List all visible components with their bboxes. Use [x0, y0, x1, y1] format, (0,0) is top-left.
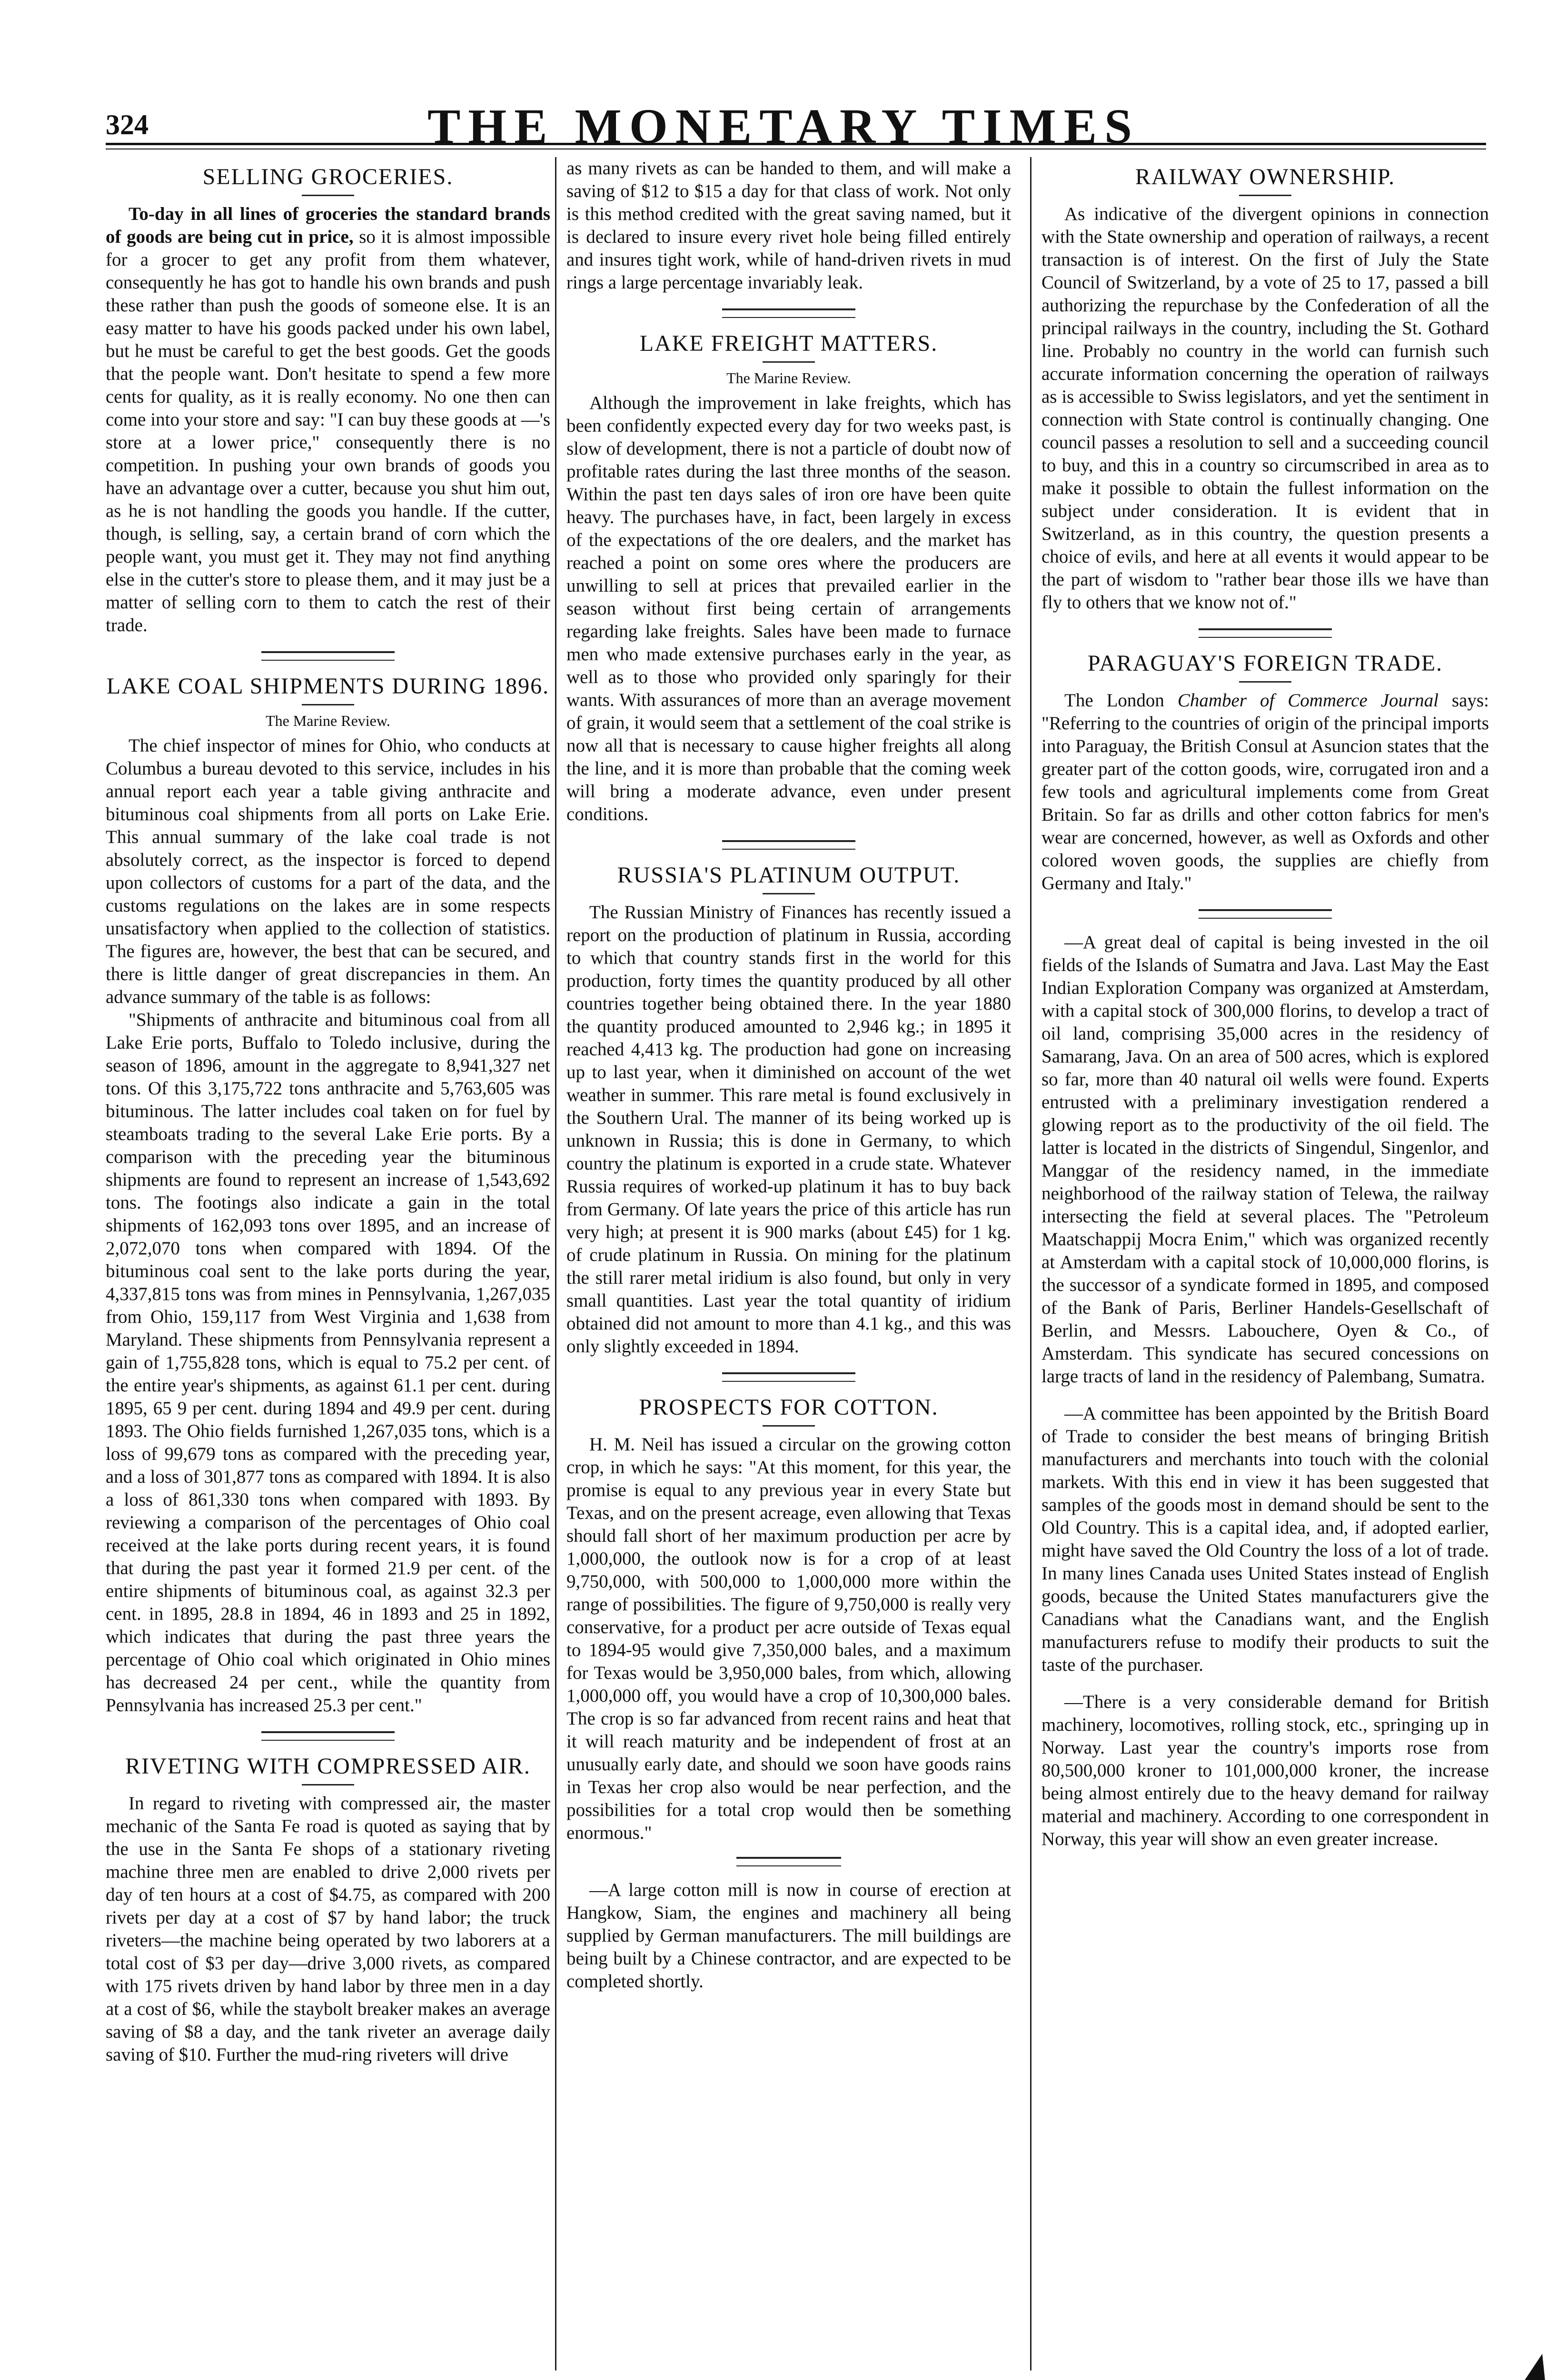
article-paraguay [1041, 650, 1489, 895]
article-body: H. M. Neil has issued a circular on the growing cotton crop, in which he says: "At this moment, for this year, the promise is equal to any previous year in every State but Texas, and on the present acreage, even allowing that Texas should fall short of her maximum production per acre by 1,000,000, the outlook now is for a crop of at least 9,750,000, with 500,000 to 1,000,000 more within the range of possibilities. The figure of 9,750,000 is really very conservative, for a product per acre outside of Texas equal to 1894-95 would give 7,350,000 bales, and a maximum for Texas would be 3,950,000 bales, from which, allowing 1,000,000 off, you would have a crop of 10,300,000 bales. The crop is so far advanced from recent rains and heat that it will reach maturity and be independent of frost at an unusually early date, and should we soon have goods rains in Texas her crop also would be near perfection, and the possibilities for a total crop would then be something enormous." [566, 1434, 1011, 1843]
article-source: The Marine Review. [266, 712, 390, 729]
article-separator [736, 1857, 841, 1866]
headline-rule [1239, 195, 1291, 196]
page-number: 324 [106, 109, 149, 140]
article-separator [1199, 628, 1332, 638]
headline-rule [1239, 681, 1291, 683]
headline-rule [302, 1784, 354, 1785]
headline-rule [302, 195, 354, 196]
news-note: —A large cotton mill is now in course of erection at Hangkow, Siam, the engines and machinery all being supplied by German manufacturers. The mill buildings are being built by a Chinese contractor, and are expected to be completed shortly. [566, 1880, 1011, 1992]
journal-name: Chamber of Commerce Journal [1177, 690, 1439, 711]
column-2 [566, 157, 1011, 2380]
headline-lake-coal: LAKE COAL SHIPMENTS DURING 1896. [106, 674, 550, 699]
article-source: The Marine Review. [726, 369, 851, 387]
news-note-java: —A great deal of capital is being invested in the oil fields of the Islands of Sumatra and Java. Last May the East Indian Exploration Company was organized at Amsterdam, with a capital stock of 300,000 florins, to develop a tract of oil land, comprising 35,000 acres in the residency of Samarang, Java. On an area of 500 acres, which is explored so far, more than 40 natural oil wells were found. Experts entrusted with a preliminary investigation rendered a glowing report as to the productivity of the oil field. The latter is located in the districts of Singendul, Singenlor, and Manggar of the residency named, in the immediate neighborhood of the railway station of Telewa, the railway intersecting the field at several places. The "Petroleum Maatschappij Mocra Enim," which was organized recently at Amsterdam with a capital stock of 10,000,000 florins, is the successor of a syndicate formed in 1895, and composed of the Bank of Paris, Berliner Handels-Gesellschaft of Berlin, and Messrs. Labouchere, Oyen & Co., of Amsterdam. This syndicate has secured concessions on large tracts of land in the residency of Palembang, Sumatra. [1041, 932, 1489, 1387]
column-divider-2 [1030, 157, 1031, 2370]
news-note-norway: —There is a very considerable demand for British machinery, locomotives, rolling stock, etc., springing up in Norway. Last year the country's imports rose from 80,500,000 kroner to 101,000,000 kroner, the increase being almost entirely due to the heavy demand for railway material and machinery. According to one correspondent in Norway, this year will show an even greater increase. [1041, 1692, 1489, 1849]
headline-selling-groceries: SELLING GROCERIES. [202, 164, 454, 189]
article-selling-groceries [106, 164, 550, 637]
headline-russia-platinum: RUSSIA'S PLATINUM OUTPUT. [617, 863, 961, 888]
article-cotton [566, 1394, 1011, 1993]
corner-mark-icon [1509, 2351, 1552, 2380]
headline-railway: RAILWAY OWNERSHIP. [1135, 164, 1396, 189]
body-text: so it is almost impossible for a grocer to get any profit from them whatever, consequently he has got to handle his own brands and push these rather than push the goods of someone else. It is an easy matter to have his goods packed under his own label, but he must be careful to get the best goods. Get the goods that the people want. Don't hesitate to spend a few more cents for quality, as it is really economy. No one then can come into your store and say: "I can buy these goods at —'s store at a lower price," consequently there is no competition. In pushing your own brands of goods you have an advantage over a cutter, because you shut him out, as he is not handling the goods you handle. If the cutter, though, is selling, say, a certain brand of corn which the people want, you must get it. They may not find anything else in the cutter's store to please them, and it may just be a matter of selling corn to them to catch the rest of their trade. [106, 227, 550, 635]
article-separator [261, 1731, 395, 1741]
article-paragraph: "Shipments of anthracite and bituminous coal from all Lake Erie ports, Buffalo to Toledo inclusive, during the season of 1896, amount in the aggregate to 8,941,327 net tons. Of this 3,175,722 tons anthracite and 5,763,605 was bituminous. The latter includes coal taken on for fuel by steamboats trading to the several Lake Erie ports. By a comparison with the preceding year the bituminous shipments are found to represent an increase of 1,543,692 tons. The footings also indicate a gain in the total shipments of 162,093 tons over 1895, and an increase of 2,072,070 tons when compared with 1894. Of the bituminous coal sent to the lake ports during the year, 4,337,815 tons was from mines in Pennsylvania, 1,267,035 from Ohio, 159,117 from West Virginia and 1,638 from Maryland. These shipments from Pennsylvania represent a gain of 1,755,828 tons, which is equal to 75.2 per cent. of the entire year's shipments, as against 61.1 per cent. during 1895, 65 9 per cent. during 1894 and 49.9 per cent. during 1893. The Ohio fields furnished 1,267,035 tons, which is a loss of 99,679 tons as compared with the preceding year, and a loss of 301,877 tons as compared with 1894. It is also a loss of 861,330 tons when compared with 1893. By reviewing a comparison of the percentages of Ohio coal received at the lake ports during recent years, it is found that during the past year it formed 21.9 per cent. of the entire shipments of bituminous coal, as against 32.3 per cent. in 1895, 28.8 in 1894, 46 in 1893 and 25 in 1892, which indicates that during the past three years the percentage of Ohio coal which originated in Ohio mines has decreased 24 per cent., while the quantity from Pennsylvania has increased 25.3 per cent." [106, 1010, 550, 1716]
headline-cotton: PROSPECTS FOR COTTON. [639, 1395, 939, 1420]
masthead-title: THE MONETARY TIMES [427, 99, 1140, 154]
headline-rule [763, 893, 815, 894]
notes-section [1041, 931, 1489, 1851]
article-body: In regard to riveting with compressed air, the master mechanic of the Santa Fe road is quoted as saying that by the use in the Santa Fe shops of a stationary riveting machine three men are enabled to drive 2,000 rivets per day of ten hours at a cost of $4.75, as compared with 200 rivets per day at a cost of $7 by hand labor; the truck riveters—the machine being operated by two laborers at a total cost of $3 per day—drive 3,000 rivets, as compared with 175 rivets driven by hand labor by three men in a day at a cost of $6, while the staybolt breaker makes an average saving of $8 a day, and the tank riveter an average daily saving of $10. Further the mud-ring riveters will drive [106, 1793, 550, 2065]
article-riveting [106, 1753, 550, 2066]
article-separator [722, 1372, 855, 1382]
headline-rule [763, 361, 815, 363]
lead-text: The London [1064, 690, 1164, 711]
page-header [0, 0, 1567, 152]
article-separator [722, 840, 855, 850]
article-body [1041, 689, 1489, 895]
column-divider-1 [555, 157, 556, 2370]
news-note-committee: —A committee has been appointed by the British Board of Trade to consider the best means of bringing British manufacturers and merchants into touch with the colonial markets. With this end in view it has been suggested that samples of the goods most in demand should be sent to the Old Country. This is a capital idea, and, if adopted earlier, might have saved the Old Country the loss of a lot of trade. In many lines Canada uses United States instead of English goods, because the United States manufacturers give the Canadians what the Canadians want, and the English manufacturers refuse to modify their products to suit the taste of the purchaser. [1041, 1403, 1489, 1675]
article-body: as many rivets as can be handed to them, and will make a saving of $12 to $15 a day for that class of work. Not only is this method credited with the great saving named, but it is declared to insure every rivet hole being filled entirely and insures tight work, while of hand-driven rivets in mud rings a large percentage invariably leak. [566, 158, 1011, 293]
article-body: Although the improvement in lake freights, which has been confidently expected every day for two weeks past, is slow of development, there is not a particle of doubt now of profitable rates during the last three months of the season. Within the past ten days sales of iron ore have been quite heavy. The purchases have, in fact, been largely in excess of the expectations of the ore dealers, and the market has reached a point on some ores where the producers are unwilling to sell at prices that prevailed earlier in the season without first being certain of arrangements regarding lake freights. Sales have been made to furnace men who made extensive purchases early in the year, as well as to those who provided only sparingly for their wants. With assurances of more than an average movement of grain, it would seem that a settlement of the coal strike is now all that is necessary to cause higher freights all along the line, and it is more than probable that the coming week will bring a moderate advance, even under present conditions. [566, 393, 1011, 824]
article-separator [1199, 909, 1332, 919]
lead-text: To-day in all lines of groceries the standard brands of goods are being cut in price, [106, 204, 550, 247]
article-lake-freight [566, 330, 1011, 826]
headline-paraguay: PARAGUAY'S FOREIGN TRADE. [1087, 651, 1443, 676]
body-text: says: "Referring to the countries of origin of the principal imports into Paraguay, the British Consul at Asuncion states that the greater part of the cotton goods, wire, corrugated iron and a few tools and agricultural implements come from Great Britain. So far as drills and other cotton fabrics for men's wear are concerned, however, as well as Oxfords and other colored woven goods, the supplies are chiefly from Germany and Italy." [1041, 690, 1489, 893]
headline-lake-freight: LAKE FREIGHT MATTERS. [639, 331, 938, 356]
article-riveting-continued [566, 157, 1011, 294]
headline-rule [763, 1425, 815, 1427]
article-body: As indicative of the divergent opinions in connection with the State ownership and operation of railways, a recent transaction is of interest. On the first of July the State Council of Switzerland, by a vote of 25 to 17, passed a bill authorizing the repurchase by the Confederation of all the principal railways in the country, including the St. Gothard line. Probably no country in the world can furnish such accurate information concerning the operation of railways as is accessible to Swiss legislators, and yet the sentiment in connection with State control is continually changing. One council passes a resolution to sell and a succeeding council to buy, and this in a country so circumscribed in area as to make it possible to obtain the fullest information on the subject under consideration. It is evident that in Switzerland, as in this country, the question presents a choice of evils, and here at all events it would appear to be the part of wisdom to "rather bear those ills we have than fly to others that we know not of." [1041, 204, 1489, 613]
article-body: The Russian Ministry of Finances has recently issued a report on the production of platinum in Russia, according to which that country stands first in the world for this production, forty times the quantity produced by all other countries together being obtained there. In the year 1880 the quantity produced amounted to 2,946 kg.; in 1895 it reached 4,413 kg. The production had gone on increasing up to last year, when it diminished on account of the wet weather in summer. This rare metal is found exclusively in the Southern Ural. The manner of its being worked up is unknown in Russia; this is done in Germany, to which country the platinum is exported in a crude state. Whatever Russia requires of worked-up platinum it has to buy back from Germany. Of late years the price of this article has run very high; at present it is 900 marks (about £45) for 1 kg. of crude platinum in Russia. On mining for the platinum the still rarer metal iridium is also found, but only in very small quantities. Last year the total quantity of iridium obtained did not amount to more than 4.1 kg., and this was only slightly exceeded in 1894. [566, 902, 1011, 1357]
column-1 [106, 157, 550, 2380]
header-rule-thick [106, 143, 1486, 145]
article-lake-coal [106, 673, 550, 1717]
headline-riveting: RIVETING WITH COMPRESSED AIR. [125, 1754, 531, 1779]
article-separator [261, 651, 395, 661]
article-body [106, 203, 550, 637]
article-railway [1041, 164, 1489, 614]
article-russia-platinum [566, 862, 1011, 1358]
column-3 [1041, 157, 1489, 2380]
article-separator [722, 308, 855, 318]
headline-rule [302, 704, 354, 705]
article-paragraph: The chief inspector of mines for Ohio, who conducts at Columbus a bureau devoted to this service, includes in his annual report each year a table giving anthracite and bituminous coal shipments from all ports on Lake Erie. This annual summary of the lake coal trade is not absolutely correct, as the inspector is forced to depend upon collectors of customs for a part of the data, and the customs regulations on the lakes are in some respects unsatisfactory when applied to the collection of statistics. The figures are, however, the best that can be secured, and there is little danger of great discrepancies in them. An advance summary of the table is as follows: [106, 735, 550, 1007]
